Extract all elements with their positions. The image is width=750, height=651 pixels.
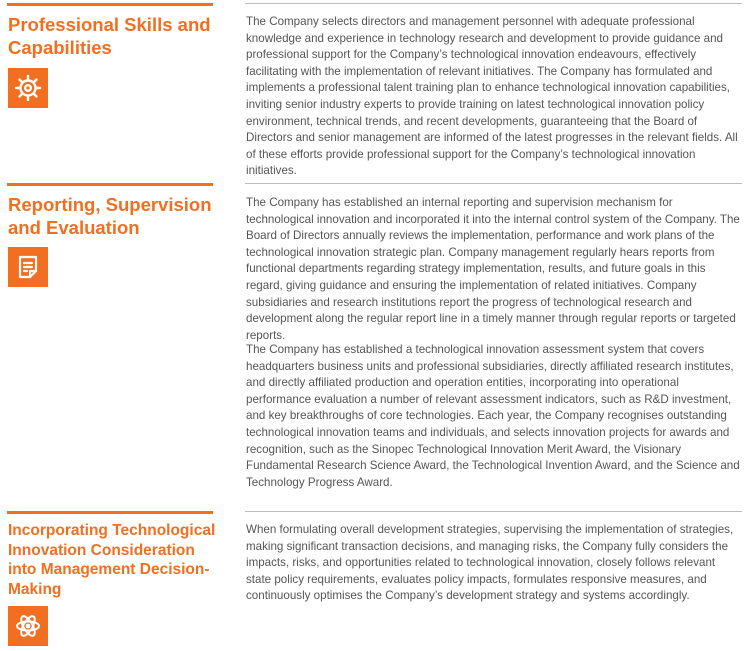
section-heading: Incorporating Technological Innovation Consideration into Management Decision-Making bbox=[8, 522, 216, 598]
section-divider bbox=[7, 183, 213, 186]
section-paragraph: When formulating overall development strategies, supervising the implementation of strategies, making significant transaction decisions, and managing risks, the Company fully considers the impacts, risks, and opportunities related to technological innovation, closely follows relevant state policy requirements, evaluates policy impacts, formulates responsive measures, and continuously optimises the Company’s development strategy and systems accordingly. bbox=[246, 523, 734, 603]
section-divider bbox=[245, 3, 742, 4]
section-paragraph: The Company has established an internal reporting and supervision mechanism for technological innovation and incorporated it into the internal control system of the Company. The Board of Directors annually reviews the implementation, performance and work plans of the technological innovation strategic plan. Company management regularly hears reports from functional departments regarding strategy implementation, results, and future goals in this regard, giving guidance and ensuring the implementation of related initiatives. Company subsidiaries and research institutions report the progress of technological research and development along the regular report line in a timely manner through regular reports or targeted reports. bbox=[246, 196, 740, 342]
atom-icon bbox=[8, 606, 48, 646]
section-paragraph: The Company selects directors and management personnel with adequate professional knowledge and experience in technology research and development to provide guidance and professional support for the Company’s technological innovation endeavours, effectively facilitating with the implementation of relevant initiatives. The Company has formulated and implements a professional talent training plan to enhance technological innovation capabilities, inviting senior industry experts to provide training on latest technological innovation policy environment, technical trends, and recent developments, guaranteeing that the Board of Directors and senior management are informed of the latest progresses in the relevant fields. All of these efforts provide professional support for the Company’s technological innovation initiatives. bbox=[246, 15, 738, 178]
gear-icon bbox=[8, 68, 48, 108]
section-paragraph: The Company has established a technological innovation assessment system that covers headquarters business units and professional subsidiaries, directly affiliated research institutes, and directly affiliated production and operation entities, incorporating into operational performance evaluation a number of relevant assessment indicators, such as R&D investment, and key breakthroughs of core technologies. Each year, the Company recognises outstanding technological innovation teams and individuals, and selects innovation projects for awards and recognition, such as the Sinopec Technological Innovation Merit Award, the Visionary Fundamental Research Science Award, the Technological Invention Award, and the Science and Technology Progress Award. bbox=[246, 343, 740, 489]
section-divider bbox=[7, 511, 213, 514]
document-icon bbox=[8, 247, 48, 287]
section-divider bbox=[245, 511, 742, 512]
section-heading: Professional Skills and Capabilities bbox=[8, 14, 211, 58]
section-divider bbox=[7, 3, 213, 6]
section-divider bbox=[245, 183, 742, 184]
section-heading: Reporting, Supervision and Evaluation bbox=[8, 194, 212, 238]
